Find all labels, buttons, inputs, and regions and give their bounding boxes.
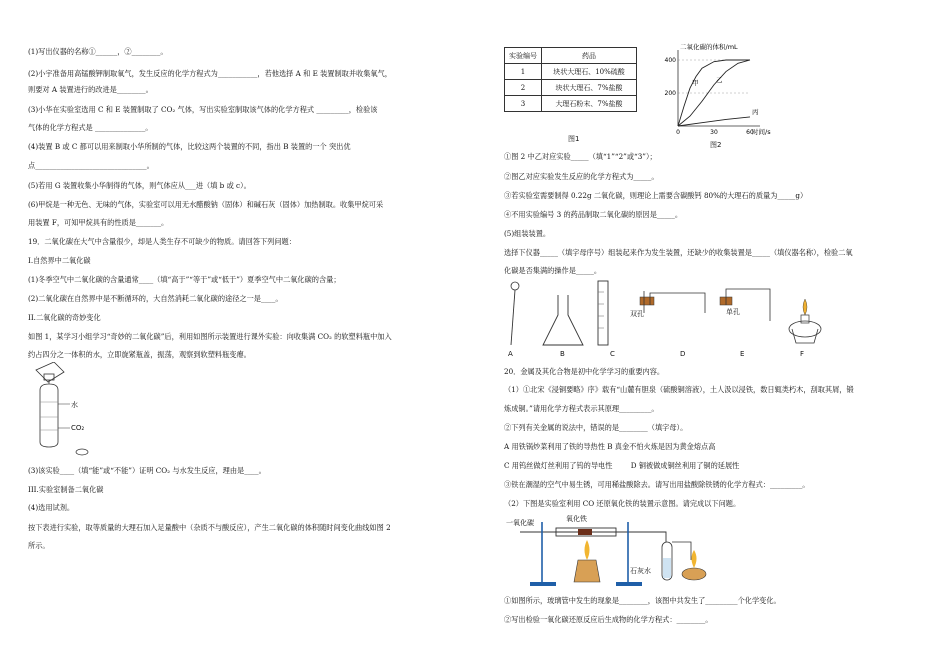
table-header: 实验编号: [505, 48, 542, 64]
series-label: 甲: [692, 79, 699, 88]
x-tick-label: 0: [676, 129, 680, 136]
apparatus-label-c: C: [610, 350, 615, 358]
apparatus-label-b: B: [560, 350, 565, 358]
q18-2-line-cont: 则要对 A 装置进行的改进是________。: [28, 85, 153, 94]
conical-flask-icon: [543, 295, 583, 345]
experiment-table: [504, 47, 637, 112]
q19-5-desc-cont: 化碳是否集满的操作是_____。: [504, 266, 602, 275]
q20-1-line-cont: 炼成铜。”请用化学方程式表示其原理_________。: [504, 404, 659, 413]
water-label: 水: [71, 401, 78, 409]
x-axis-label: 时间/s: [752, 128, 771, 136]
series-label: 乙: [716, 75, 723, 84]
table-cell: 2: [505, 80, 542, 96]
q18-1-line: (1)写出仪器的名称①______，②________。: [28, 47, 168, 56]
q20-1c-line: ③铁在潮湿的空气中易生锈，可用稀盐酸除去。请写出用盐酸除铁锈的化学方程式：_________。: [504, 480, 810, 489]
double-hole-stopper-icon: [640, 291, 705, 313]
fig2-caption: 图2: [710, 141, 722, 149]
apparatus-drawing: [500, 277, 830, 362]
right-column: [478, 0, 950, 672]
fig1-description-cont: 约占四分之一体积的水，立即旋紧瓶盖，振荡，观察到软塑料瓶变瘪。: [28, 350, 251, 359]
section-1-heading: I.自然界中二氧化碳: [28, 256, 91, 265]
q20-1-line: （1）①北宋《浸铜要略》序》载有“山麓有胆泉（硫酸铜溶液），土人汲以浸铁，数日辄类朽木，刮取其屑，锻: [504, 385, 854, 394]
option-ab: A 用铁锅炒菜利用了铁的导热性 B 真金不怕火炼是因为黄金熔点高: [504, 442, 716, 451]
table-cell: 3: [505, 96, 542, 112]
burner-icon: [574, 540, 600, 582]
alcohol-lamp-icon: [789, 299, 821, 343]
co2-chart: [656, 40, 786, 140]
q19-4c-line: ③若实验室需要制得 0.22g 二氧化碳，则理论上需要含碳酸钙 80%的大理石的质量为_____g）: [504, 191, 808, 200]
apparatus-figure: [500, 277, 830, 362]
x-tick-label: 30: [710, 129, 718, 136]
co2-label: CO₂: [71, 424, 85, 432]
q19-2-line: (2)二氧化碳在自然界中是不断循环的，大自然消耗二氧化碳的途径之一是____。: [28, 294, 283, 303]
single-hole-label: 单孔: [726, 308, 740, 316]
q18-2-line: (2)小宇准备用高锰酸钾制取氧气，发生反应的化学方程式为___________，若他选择 A 和 E 装置制取并收集氧气，: [28, 69, 392, 78]
x-tick-label: 60: [746, 129, 754, 136]
q18-4-line-cont: 点_______________________________。: [28, 161, 154, 170]
q18-5-line: (5)若用 G 装置收集小华制得的气体，则气体应从___进（填 b 或 c）。: [28, 181, 251, 190]
chart-svg: [656, 40, 786, 140]
q18-6-line-cont: 用装置 F，可知甲烷具有的性质是_______。: [28, 218, 169, 227]
dropper-icon: [511, 282, 519, 345]
q18-6-line: (6)甲烷是一种无色、无味的气体，实验室可以用无水醋酸钠（固体）和碱石灰（固体）加热制取。收集甲烷可采: [28, 200, 384, 209]
q18-3-line: (3)小华在实验室选用 C 和 E 装置制取了 CO₂ 气体，写出实验室制取该气体的化学方程式 _________，检验该: [28, 105, 378, 114]
q20-2a-line: ①如图所示，玻璃管中发生的现象是________，该图中共发生了_________个化学变化。: [504, 596, 781, 605]
table-header-row: [505, 48, 637, 64]
double-hole-label: 双孔: [630, 310, 644, 318]
test-tube-icon: [662, 542, 672, 580]
q19-4-line: (4)选用试剂。: [28, 503, 75, 512]
table-row: [505, 80, 637, 96]
apparatus-label-f: F: [800, 350, 805, 358]
q20-1b-line: ②下列有关金属的说法中，错误的是________（填字母）。: [504, 423, 688, 432]
section-2-heading: II.二氧化碳的奇妙变化: [28, 313, 101, 322]
y-tick-label: 400: [664, 57, 676, 64]
q19-4-desc: 按下表进行实验，取等质量的大理石加入足量酸中（杂质不与酸反应），产生二氧化碳的体积随时间变化曲线如图 2: [28, 523, 391, 532]
q19-4d-line: ④不用实验编号 3 的药品制取二氧化碳的原因是_____。: [504, 210, 683, 219]
table-cell: 块状大理石、10%硫酸: [542, 64, 637, 80]
q19-4a-line: ①图 2 中乙对应实验_____（填“1”“2”或“3”）；: [504, 152, 657, 161]
apparatus-label-a: A: [508, 350, 513, 358]
option-cd: C 用钨丝做灯丝利用了钨的导电性 D 铜被做成铜丝利用了铜的延展性: [504, 461, 740, 470]
q20-intro: 20．金属及其化合物是初中化学学习的重要内容。: [504, 367, 665, 376]
series-label: 丙: [752, 107, 759, 116]
y-tick-label: 200: [664, 90, 676, 97]
limewater-label: 石灰水: [630, 567, 651, 575]
q19-1-line: (1)冬季空气中二氧化碳的含量通常____（填“高于”“等于”或“低于”）夏季空气中二氧化碳的含量；: [28, 275, 341, 284]
co-label: 一氧化碳: [506, 519, 534, 527]
q19-5-line: (5)组装装置。: [504, 229, 551, 238]
table-cell: 大理石粉末、7%盐酸: [542, 96, 637, 112]
co-reduction-figure: [506, 512, 726, 590]
q19-3-line: (3)该实验____（填“能”或“不能”）证明 CO₂ 与水发生反应，理由是____。: [28, 466, 266, 475]
q19-5-desc: 选择下仪器_____（填字母序号）组装起来作为发生装置，还缺少的收集装置是_____（填仪器名称），检验二氧: [504, 248, 853, 257]
apparatus-label-e: E: [740, 350, 745, 358]
table-row: [505, 64, 637, 80]
q20-2-line: （2）下图是实验室利用 CO 还原氧化铁的装置示意图。请完成以下问题。: [504, 499, 741, 508]
table-cell: 块状大理石、7%盐酸: [542, 80, 637, 96]
q18-4-line: (4)装置 B 或 C 都可以用来制取小华所制的气体，比较这两个装置的不同，指出 B 装置的一个 突出优: [28, 142, 351, 151]
flame-lamp-icon: [682, 550, 706, 580]
q19-intro: 19．二氧化碳在大气中含量很少，却是人类生存不可缺少的物质。请回答下列问题：: [28, 237, 296, 246]
bottle-figure: [30, 362, 90, 457]
q19-4-desc-cont: 所示。: [28, 541, 50, 550]
table-row: [505, 96, 637, 112]
fig1-description: 如图 1，某学习小组学习“奇妙的二氧化碳”后，利用如图所示装置进行课外实验：向收集满 CO₂ 的软塑料瓶中加入: [28, 332, 392, 341]
y-axis-label: 二氧化碳的体积/mL: [680, 43, 738, 51]
section-3-heading: III.实验室制备二氧化碳: [28, 485, 104, 494]
table-header: 药品: [542, 48, 637, 64]
co-reduction-drawing: [506, 512, 726, 590]
series-line: [678, 117, 750, 126]
bottle-drawing: [30, 362, 90, 457]
apparatus-label-d: D: [680, 350, 686, 358]
q20-2b-line: ②写出检验一氧化碳还原反应后生成物的化学方程式：________。: [504, 615, 713, 624]
graduated-cylinder-icon: [598, 281, 608, 345]
table-cell: 1: [505, 64, 542, 80]
q18-3-line-cont: 气体的化学方程式是 ______________。: [28, 123, 153, 132]
iron-oxide-label: 氧化铁: [566, 515, 587, 523]
fig1-caption: 图1: [568, 135, 580, 143]
q19-4b-line: ②图乙对应实验发生反应的化学方程式为_____。: [504, 172, 659, 181]
